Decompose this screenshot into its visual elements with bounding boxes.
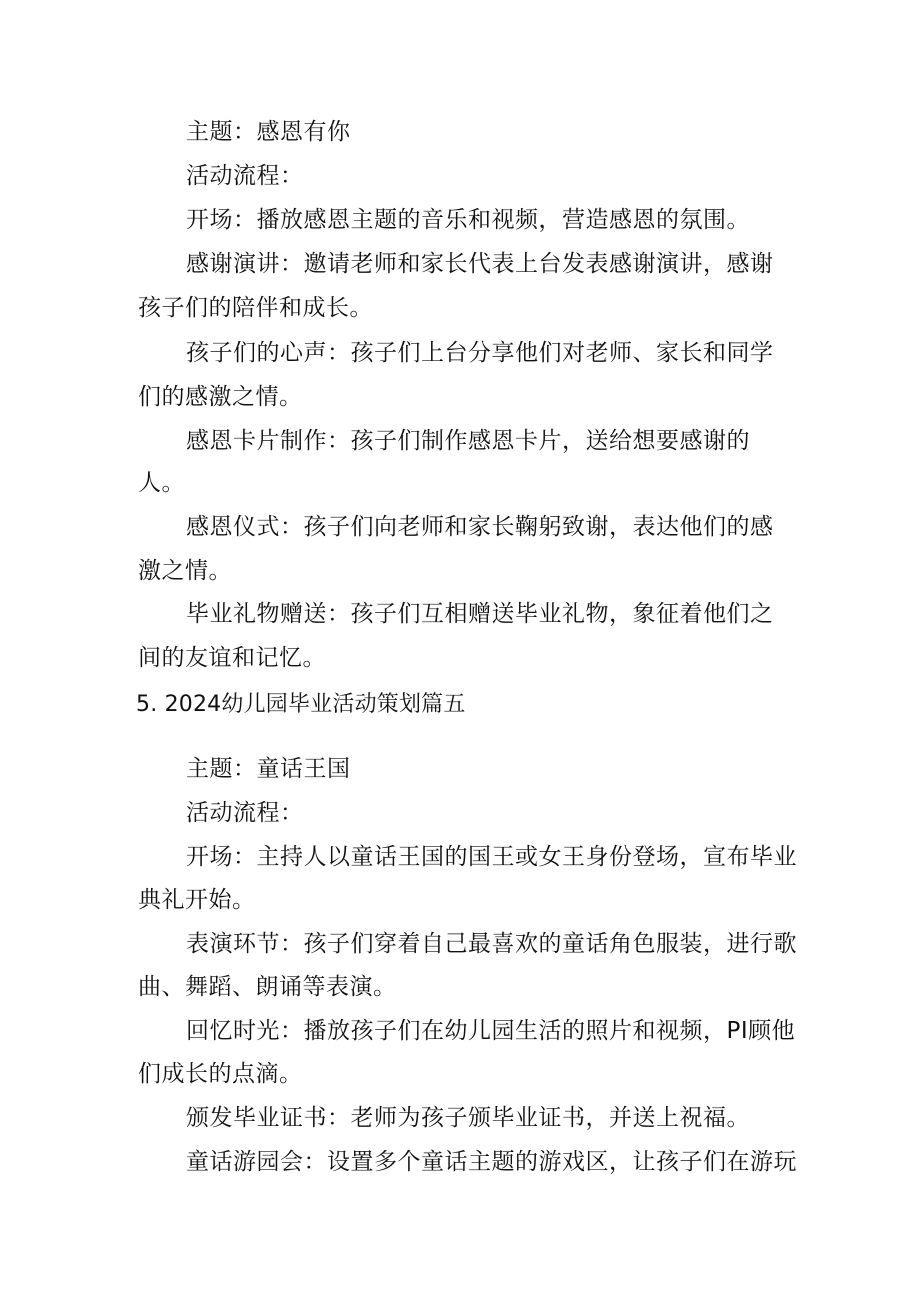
paragraph-line: 童话游园会：设置多个童话主题的游戏区，让孩子们在游玩 [186,1149,797,1175]
paragraph-line: 颁发毕业证书：老师为孩子颁毕业证书，并送上祝福。 [186,1105,750,1131]
flow-label: 活动流程： [186,800,304,826]
paragraph-line: 感恩仪式：孩子们向老师和家长鞠躬致谢，表达他们的感 [186,514,774,540]
paragraph-continuation: 孩子们的陪伴和成长。 [138,295,373,321]
paragraph-line: 开场：播放感恩主题的音乐和视频，营造感恩的氛围。 [186,207,750,233]
paragraph-line: 开场：主持人以童话王国的国王或女王身份登场，宣布毕业 [186,844,797,870]
theme-line: 主题：童话王国 [186,756,351,782]
paragraph-continuation: 曲、舞蹈、朗诵等表演。 [138,974,397,1000]
paragraph-line: 孩子们的心声：孩子们上台分享他们对老师、家长和同学 [186,340,774,366]
paragraph-line: 回忆时光：播放孩子们在幼儿园生活的照片和视频，PI顾他 [186,1018,796,1044]
theme-line: 主题：感恩有你 [186,119,351,145]
paragraph-line: 毕业礼物赠送：孩子们互相赠送毕业礼物，象征着他们之 [186,601,774,627]
paragraph-line: 感谢演讲：邀请老师和家长代表上台发表感谢演讲，感谢 [186,251,774,277]
section-heading: 5. 2024幼儿园毕业活动策划篇五 [136,692,466,717]
paragraph-continuation: 激之情。 [138,558,232,584]
paragraph-continuation: 们的感激之情。 [138,384,303,410]
paragraph-continuation: 间的友谊和记忆。 [138,645,326,671]
paragraph-line: 表演环节：孩子们穿着自己最喜欢的童话角色服装，进行歌 [186,931,797,957]
paragraph-line: 感恩卡片制作：孩子们制作感恩卡片，送给想要感谢的 [186,428,750,454]
paragraph-continuation: 典礼开始。 [138,887,256,913]
paragraph-continuation: 人。 [138,470,185,496]
flow-label: 活动流程： [186,163,304,189]
paragraph-continuation: 们成长的点滴。 [138,1061,303,1087]
